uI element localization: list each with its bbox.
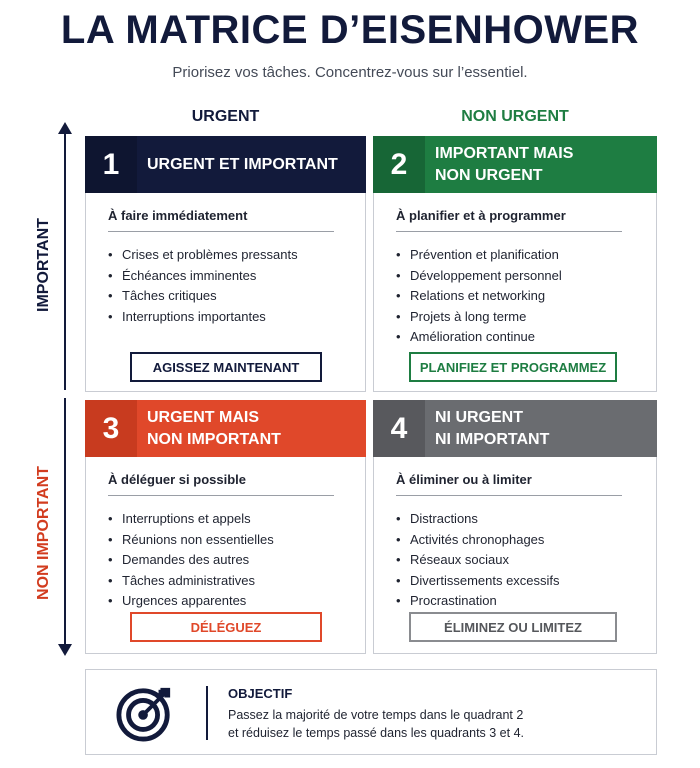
quadrant-subtitle: À éliminer ou à limiter	[396, 472, 532, 487]
list-item: • Demandes des autres	[108, 550, 274, 571]
quadrant-list	[396, 509, 560, 612]
objective-divider	[206, 686, 208, 740]
quadrant-title-line1: IMPORTANT MAIS	[435, 144, 574, 162]
list-item: • Procrastination	[396, 591, 560, 612]
objective-title: OBJECTIF	[228, 686, 293, 701]
quadrant-title-line1: NI URGENT	[435, 408, 523, 426]
quadrant-title-line2: NI IMPORTANT	[435, 430, 550, 448]
target-icon	[116, 684, 174, 742]
quadrant-number: 4	[373, 400, 425, 457]
list-item: • Amélioration continue	[396, 327, 562, 348]
list-item: • Réunions non essentielles	[108, 530, 274, 551]
arrow-down-icon	[58, 644, 72, 656]
action-button-delegate[interactable]: DÉLÉGUEZ	[130, 612, 322, 642]
action-button-eliminate[interactable]: ÉLIMINEZ OU LIMITEZ	[409, 612, 617, 642]
divider	[108, 231, 334, 232]
quadrant-number: 1	[85, 136, 137, 193]
quadrant-list	[396, 245, 562, 348]
list-item: • Tâches administratives	[108, 571, 274, 592]
list-item: • Urgences apparentes	[108, 591, 274, 612]
axis-line-non-important	[64, 398, 66, 648]
divider	[396, 495, 622, 496]
quadrant-subtitle: À déléguer si possible	[108, 472, 246, 487]
page-subtitle: Priorisez vos tâches. Concentrez-vous sur l’essentiel.	[172, 64, 528, 81]
list-item: • Interruptions importantes	[108, 307, 298, 328]
quadrant-title-line1: URGENT ET IMPORTANT	[147, 155, 338, 173]
quadrant-3	[85, 400, 366, 654]
quadrant-title-line2: NON IMPORTANT	[147, 430, 281, 448]
quadrant-header	[373, 400, 657, 457]
list-item: • Tâches critiques	[108, 286, 298, 307]
column-header-non-urgent: NON URGENT	[461, 108, 569, 125]
list-item: • Distractions	[396, 509, 560, 530]
row-label-important: IMPORTANT	[35, 218, 52, 312]
list-item: • Crises et problèmes pressants	[108, 245, 298, 266]
objective-line2: et réduisez le temps passé dans les quadrants 3 et 4.	[228, 726, 525, 740]
quadrant-title	[425, 143, 657, 187]
quadrant-title-line1: URGENT MAIS	[147, 408, 259, 426]
list-item: • Échéances imminentes	[108, 266, 298, 287]
quadrant-subtitle: À planifier et à programmer	[396, 208, 566, 223]
quadrant-title-line2: NON URGENT	[435, 166, 543, 184]
list-item: • Interruptions et appels	[108, 509, 274, 530]
objective-box	[85, 669, 657, 755]
list-item: • Développement personnel	[396, 266, 562, 287]
objective-line1: Passez la majorité de votre temps dans le quadrant 2	[228, 708, 524, 722]
row-label-non-important: NON IMPORTANT	[35, 466, 52, 600]
quadrant-number: 2	[373, 136, 425, 193]
action-button-act-now[interactable]: AGISSEZ MAINTENANT	[130, 352, 322, 382]
page-title: LA MATRICE D’EISENHOWER	[60, 8, 640, 52]
quadrant-header	[373, 136, 657, 193]
column-header-urgent: URGENT	[191, 108, 260, 125]
list-item: • Projets à long terme	[396, 307, 562, 328]
quadrant-list	[108, 245, 298, 327]
quadrant-header	[85, 136, 366, 193]
action-button-plan[interactable]: PLANIFIEZ ET PROGRAMMEZ	[409, 352, 617, 382]
quadrant-subtitle: À faire immédiatement	[108, 208, 248, 223]
quadrant-1	[85, 136, 366, 392]
quadrant-list	[108, 509, 274, 612]
objective-text	[228, 706, 524, 742]
quadrant-header	[85, 400, 366, 457]
list-item: • Prévention et planification	[396, 245, 562, 266]
quadrant-title	[137, 407, 366, 451]
quadrant-title	[425, 407, 657, 451]
axis-line-important	[64, 128, 66, 390]
divider	[108, 495, 334, 496]
list-item: • Réseaux sociaux	[396, 550, 560, 571]
list-item: • Divertissements excessifs	[396, 571, 560, 592]
quadrant-2	[373, 136, 657, 392]
list-item: • Relations et networking	[396, 286, 562, 307]
quadrant-title	[137, 154, 366, 176]
quadrant-4	[373, 400, 657, 654]
divider	[396, 231, 622, 232]
list-item: • Activités chronophages	[396, 530, 560, 551]
quadrant-number: 3	[85, 400, 137, 457]
